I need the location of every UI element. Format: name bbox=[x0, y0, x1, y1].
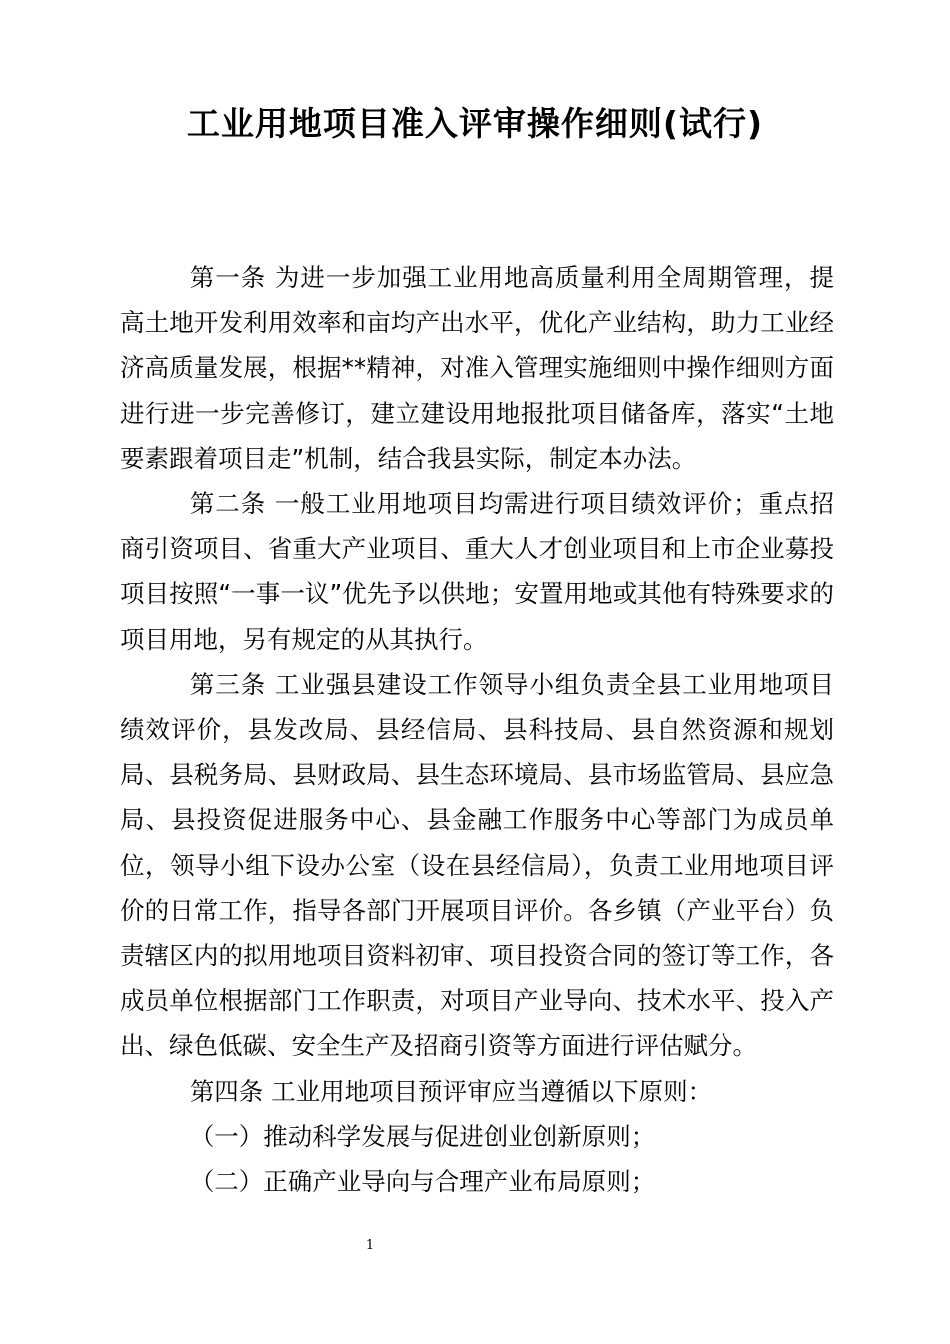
principle-1-item: （一）推动科学发展与促进创业创新原则； bbox=[189, 1121, 656, 1151]
page-number: 1 bbox=[365, 1238, 375, 1253]
document-body bbox=[120, 255, 834, 1204]
document-title: 工业用地项目准入评审操作细则(试行) bbox=[186, 104, 764, 143]
article-2-paragraph: 第二条 一般工业用地项目均需进行项目绩效评价；重点招商引资项目、省重大产业项目、重大人才创业项目和上市企业募投项目按照“一事一议”优先予以供地；安置用地或其他有特殊要求的项目用地，另有规定的从其执行。 bbox=[120, 489, 834, 654]
article-3-paragraph: 第三条 工业强县建设工作领导小组负责全县工业用地项目绩效评价，县发改局、县经信局、县科技局、县自然资源和规划局、县税务局、县财政局、县生态环境局、县市场监管局、县应急局、县投资促进服务中心、县金融工作服务中心等部门为成员单位，领导小组下设办公室（设在县经信局），负责工业用地项目评价的日常工作，指导各部门开展项目评价。各乡镇（产业平台）负责辖区内的拟用地项目资料初审、项目投资合同的签订等工作，各成员单位根据部门工作职责，对项目产业导向、技术水平、投入产出、绿色低碳、安全生产及招商引资等方面进行评估赋分。 bbox=[120, 669, 834, 1061]
article-1-paragraph: 第一条 为进一步加强工业用地高质量利用全周期管理，提高土地开发利用效率和亩均产出水平，优化产业结构，助力工业经济高质量发展，根据**精神，对准入管理实施细则中操作细则方面进行进一步完善修订，建立建设用地报批项目储备库，落实“土地要素跟着项目走”机制，结合我县实际，制定本办法。 bbox=[120, 263, 834, 473]
principle-2-item: （二）正确产业导向与合理产业布局原则； bbox=[189, 1167, 656, 1197]
article-4-paragraph: 第四条 工业用地项目预评审应当遵循以下原则： bbox=[189, 1076, 713, 1106]
